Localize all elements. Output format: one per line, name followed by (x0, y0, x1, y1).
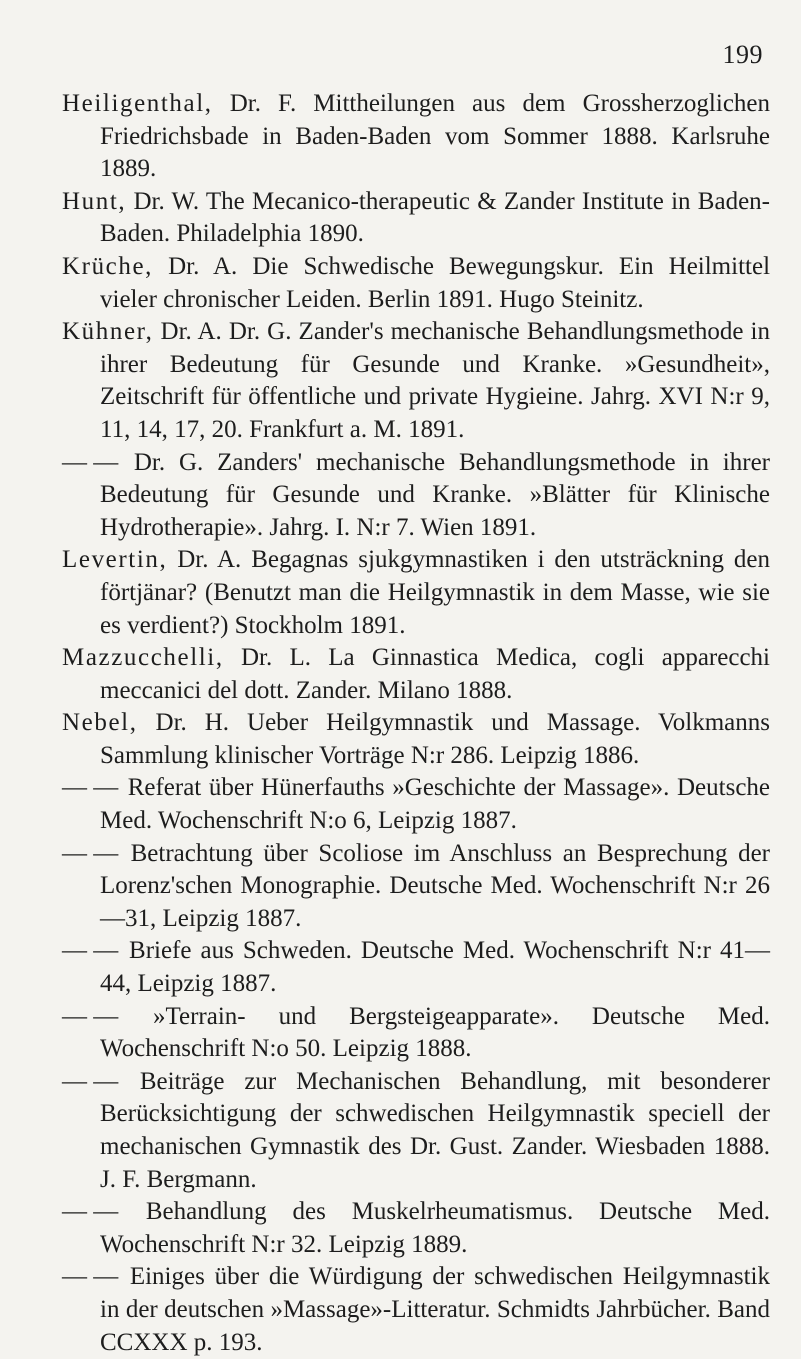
bibliography-entry (62, 707, 770, 772)
entry-author: Levertin, (62, 546, 168, 574)
entry-text: Dr. A. Dr. G. Zander's mechanische Behandlungsmethode in ihrer Bedeutung für Gesunde und Kranke. »Gesundheit», Zeitschrift für öffentliche und private Hygieine. Jahrg. XVI N:r 9, 11, 14, 17, 20. Frankfurt a. M. 1891. (100, 318, 770, 443)
ditto-dash: — — (62, 774, 119, 802)
entry-text: Beiträge zur Mechanischen Behandlung, mit besonderer Berücksichtigung der schwedischen Heilgymnastik speciell der mechanischen Gymnastik des Dr. Gust. Zander. Wiesbaden 1888. J. F. Bergmann. (100, 1067, 770, 1193)
ditto-dash: — — (62, 1067, 119, 1095)
entry-text: Dr. W. The Mecanico-therapeutic & Zander Institute in Baden-Baden. Philadelphia 1890. (100, 187, 770, 248)
entry-author: Mazzucchelli, (62, 644, 224, 672)
entry-author: Hunt, (62, 187, 127, 215)
entry-text: Dr. H. Ueber Heilgymnastik und Massage. Volkmanns Sammlung klinischer Vorträge N:r 286. Leipzig 1886. (100, 709, 771, 769)
ditto-dash: — — (62, 937, 119, 965)
bibliography-entry (62, 1001, 770, 1066)
ditto-dash: — — (62, 448, 119, 476)
bibliography-entry (62, 447, 770, 545)
bibliography-entry (62, 1261, 770, 1359)
bibliography-entry (62, 838, 770, 936)
bibliography-list (62, 88, 770, 1359)
bibliography-entry (62, 772, 770, 837)
entry-text: Dr. A. Begagnas sjukgymnastiken i den utsträckning den förtjänar? (Benutzt man die Heilgymnastik in dem Masse, wie sie es verdient?) Stockholm 1891. (100, 546, 770, 639)
ditto-dash: — — (62, 1198, 119, 1226)
entry-author: Heiligenthal, (62, 90, 213, 117)
entry-author: Kühner, (62, 318, 154, 346)
entry-text: Dr. F. Mittheilungen aus dem Grossherzoglichen Friedrichsbade in Baden-Baden vom Sommer 1888. Karlsruhe 1889. (100, 90, 771, 183)
entry-text: Betrachtung über Scoliose im Anschluss an Besprechung der Lorenz'schen Monographie. Deutsche Med. Wochenschrift N:r 26—31, Leipzig 1887. (100, 839, 770, 932)
entry-text: Behandlung des Muskelrheumatismus. Deutsche Med. Wochenschrift N:r 32. Leipzig 1889. (100, 1198, 770, 1258)
page-number: 199 (722, 40, 763, 69)
bibliography-entry (62, 88, 770, 186)
bibliography-entry (62, 642, 770, 707)
ditto-dash: — — (62, 1263, 119, 1291)
bibliography-entry (62, 251, 770, 316)
bibliography-entry (62, 1196, 770, 1261)
entry-text: Dr. G. Zanders' mechanische Behandlungsmethode in ihrer Bedeutung für Gesunde und Kranke. »Blätter für Klinische Hydrotherapie». Jahrg. I. N:r 7. Wien 1891. (100, 448, 770, 541)
entry-text: Dr. A. Die Schwedische Bewegungskur. Ein Heilmittel vieler chronischer Leiden. Berlin 1891. Hugo Steinitz. (100, 252, 771, 313)
entry-text: »Terrain- und Bergsteigeapparate». Deutsche Med. Wochenschrift N:o 50. Leipzig 1888. (100, 1002, 770, 1063)
entry-text: Referat über Hünerfauths »Geschichte der Massage». Deutsche Med. Wochenschrift N:o 6, Leipzig 1887. (100, 774, 771, 835)
bibliography-entry (62, 544, 770, 642)
bibliography-entry (62, 316, 770, 446)
ditto-dash: — — (62, 839, 119, 867)
entry-author: Nebel, (62, 709, 138, 737)
entry-text: Briefe aus Schweden. Deutsche Med. Wochenschrift N:r 41—44, Leipzig 1887. (100, 937, 771, 998)
bibliography-entry (62, 935, 770, 1000)
ditto-dash: — — (62, 1002, 119, 1030)
entry-author: Krüche, (62, 252, 154, 280)
bibliography-entry (62, 1066, 770, 1196)
entry-text: Einiges über die Würdigung der schwedischen Heilgymnastik in der deutschen »Massage»-Litteratur. Schmidts Jahrbücher. Band CCXXX p. 193. (100, 1263, 770, 1356)
bibliography-entry (62, 186, 770, 251)
entry-text: Dr. L. La Ginnastica Medica, cogli apparecchi meccanici del dott. Zander. Milano 1888. (100, 644, 770, 704)
